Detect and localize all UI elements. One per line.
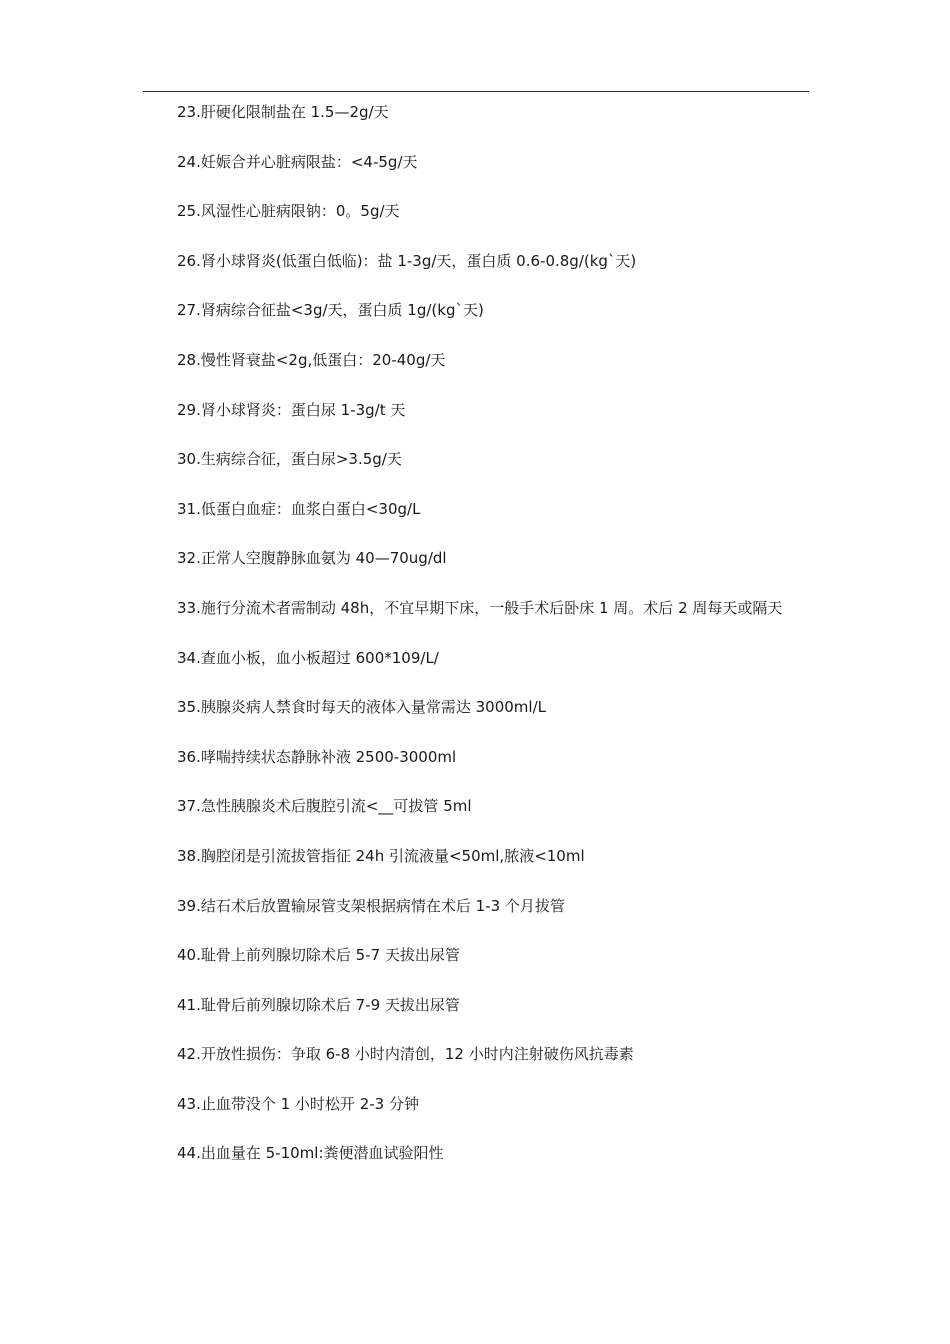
header-rule xyxy=(143,91,809,92)
list-item: 27.肾病综合征盐<3g/天，蛋白质 1g/(kg`天) xyxy=(177,301,484,320)
document-body xyxy=(145,100,809,1191)
list-item: 24.妊娠合并心脏病限盐：<4-5g/天 xyxy=(177,152,418,171)
list-item: 23.肝硬化限制盐在 1.5—2g/天 xyxy=(177,103,389,121)
list-item: 43.止血带没个 1 小时松开 2-3 分钟 xyxy=(177,1094,419,1113)
list-item: 44.出血量在 5-10ml:粪便潜血试验阳性 xyxy=(177,1144,444,1163)
list-item: 25.风湿性心脏病限钠：0。5g/天 xyxy=(177,202,400,221)
list-item: 29.肾小球肾炎：蛋白尿 1-3g/t 天 xyxy=(177,400,406,419)
list-item: 34.查血小板，血小板超过 600*109/L/ xyxy=(177,648,439,667)
list-item: 40.耻骨上前列腺切除术后 5-7 天拔出尿管 xyxy=(177,946,460,965)
list-item: 28.慢性肾衰盐<2g,低蛋白：20-40g/天 xyxy=(177,350,446,369)
list-item: 41.耻骨后前列腺切除术后 7-9 天拔出尿管 xyxy=(177,995,460,1014)
list-item: 42.开放性损伤：争取 6-8 小时内清创，12 小时内注射破伤风抗毒素 xyxy=(177,1045,634,1064)
list-item: 30.生病综合征，蛋白尿>3.5g/天 xyxy=(177,450,402,469)
list-item: 39.结石术后放置输尿管支架根据病情在术后 1-3 个月拔管 xyxy=(177,896,565,915)
list-item: 38.胸腔闭是引流拔管指征 24h 引流液量<50ml,脓液<10ml xyxy=(177,846,585,865)
list-item: 35.胰腺炎病人禁食时每天的液体入量常需达 3000ml/L xyxy=(177,698,546,717)
list-item: 26.肾小球肾炎(低蛋白低临)：盐 1-3g/天，蛋白质 0.6-0.8g/(kg`天) xyxy=(177,251,637,270)
list-item: 36.哮喘持续状态静脉补液 2500-3000ml xyxy=(177,747,457,766)
list-item: 31.低蛋白血症：血浆白蛋白<30g/L xyxy=(177,499,421,518)
list-item: 37.急性胰腺炎术后腹腔引流<__可拔管 5ml xyxy=(177,797,472,816)
list-item: 33.施行分流术者需制动 48h，不宜早期下床，一般手术后卧床 1 周。术后 2 周每天或隔天 xyxy=(177,598,783,617)
list-item: 32.正常人空腹静脉血氨为 40—70ug/dl xyxy=(177,549,447,568)
